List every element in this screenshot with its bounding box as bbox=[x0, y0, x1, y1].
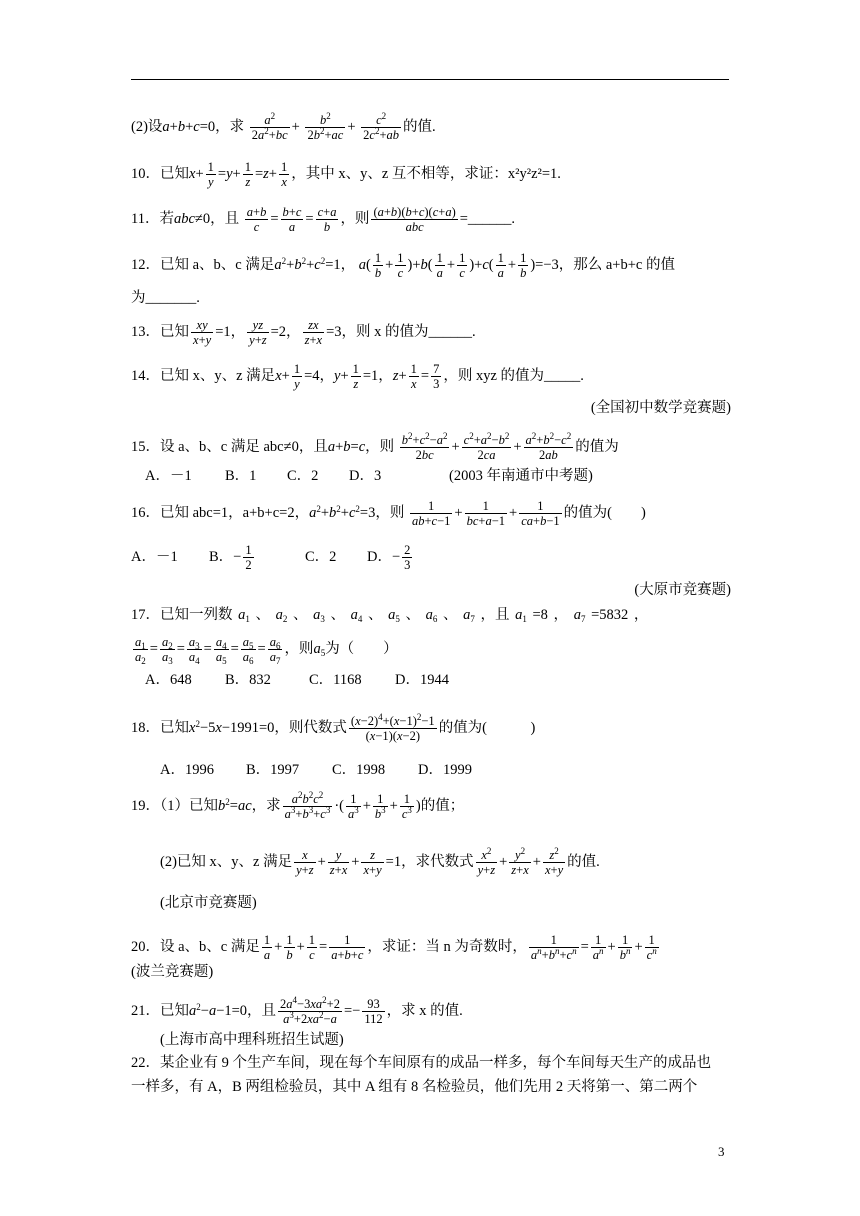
problem-11: 11．若abc≠0，且 $\frac{a+b}{c}$ = $\frac{b+c}{a}$ = $\frac{c+a}{b}$ ，则 $\frac{(a+b)(b+c)(c+a)}{\text{abc}}$ =______. bbox=[131, 205, 516, 234]
text: ，且 bbox=[210, 210, 240, 227]
text: ，则 x 的值为______. bbox=[341, 323, 476, 340]
option-c: C．1168 bbox=[309, 672, 362, 688]
text: 11．若 bbox=[131, 210, 174, 227]
problem-12: 12．已知 a、b、c 满足$a^2+b^2+c^2=1$， a( $\frac{1}{b}$ + $\frac{1}{c}$ )+b( $\frac{1}{a}$ + $\frac{1}{c}$ )+c( $\frac{1}{a}$ + $\frac{1}{b}$ )=−3，那么 a+b+c 的值 bbox=[131, 251, 675, 280]
text: (波兰竞赛题) bbox=[131, 964, 214, 980]
problem-21: 21．已知$a^2-a-1=0$，且 $\frac{2a^4-3xa^2+2}{a^3+2xa^2-a}$ =− $\frac{93}{112}$ ，求 x 的值. bbox=[131, 995, 463, 1026]
text: ，则 bbox=[375, 504, 405, 521]
text: 13．已知 bbox=[131, 323, 189, 340]
text: 一样多，有 A，B 两组检验员，其中 A 组有 8 名检验员，他们先用 2 天将第一、第二两个 bbox=[131, 1079, 698, 1095]
problem-18: 18．已知$x^2-5x-1991=0$，则代数式 $\frac{(x-2)^4+(x-1)^2-1}{(x-1)(x-2)}$ 的值为( ) bbox=[131, 712, 536, 743]
text: (大原市竞赛题) bbox=[634, 582, 731, 598]
text: ，且 bbox=[480, 607, 510, 623]
text: 20．设 a、b、c 满足 bbox=[131, 938, 260, 955]
problem-14: 14．已知 x、y、z 满足x+ $\frac{1}{y}$ =4，y+ $\frac{1}{z}$ =1，z+ $\frac{1}{x}$ = $\frac{7}{3}$ ，则 xyz 的值为_____. bbox=[131, 362, 584, 391]
problem-13: 13．已知 $\frac{xy}{x+y}$ =1， $\frac{yz}{y+z}$ =2， $\frac{zx}{z+x}$ =3，则 x 的值为______. bbox=[131, 318, 476, 347]
option-d: D．1944 bbox=[395, 672, 449, 688]
problem-15: 15．设 a、b、c 满足 abc≠0，且a+b=c，则 $\frac{b^2+c^2-a^2}{2bc}$ + $\frac{c^2+a^2-b^2}{2ca}$ + $\frac{a^2+b^2-c^2}{2ab}$ 的值为 bbox=[131, 431, 619, 462]
problem-19-source bbox=[160, 893, 760, 913]
problem-22-line1 bbox=[131, 1053, 731, 1073]
option-d: D．3 bbox=[349, 468, 382, 484]
text: =______. bbox=[459, 210, 516, 227]
option-c: C．2 bbox=[287, 468, 319, 484]
problem-16-source bbox=[131, 580, 731, 600]
text: ，求 x 的值. bbox=[386, 1002, 463, 1019]
option-c: C．1998 bbox=[332, 762, 386, 778]
text: 18．已知 bbox=[131, 719, 189, 736]
text: 19．（1）已知 bbox=[131, 797, 218, 814]
text: ，那么 a+b+c 的值 bbox=[558, 256, 675, 273]
problem-17-line2: $\frac{a_1}{a_2}$ = $\frac{a_2}{a_3}$ = $\frac{a_3}{a_4}$ = $\frac{a_4}{a_5}$ = $\frac{a_5}{a_6}$ = $\frac{a_6}{a_7}$ ，则$a_5$为（ ） bbox=[135, 635, 398, 666]
source: (2003 年南通市中考题) bbox=[449, 468, 593, 484]
text: ，则代数式 bbox=[274, 719, 347, 736]
option-c: C．2 bbox=[305, 548, 337, 565]
page-number: 3 bbox=[718, 1144, 725, 1159]
header-rule bbox=[131, 79, 729, 80]
option-b: B．832 bbox=[225, 672, 271, 688]
option-a: A．－1 bbox=[131, 548, 178, 565]
option-a: A．1996 bbox=[160, 762, 214, 778]
text: 17．已知一列数 bbox=[131, 607, 233, 623]
text: 22．某企业有 9 个生产车间，现在每个车间原有的成品一样多，每个车间每天生产的成品也 bbox=[131, 1055, 711, 1071]
text: 21．已知 bbox=[131, 1002, 189, 1019]
text: ，求 bbox=[215, 118, 245, 135]
text: 的值. bbox=[403, 118, 436, 135]
problem-12-line2 bbox=[131, 288, 731, 308]
text: 为_______. bbox=[131, 290, 200, 306]
text: ，求代数式 bbox=[401, 853, 474, 870]
text: (2)设 bbox=[131, 118, 163, 135]
text: (上海市高中理科班招生试题) bbox=[160, 1032, 344, 1048]
text: 的值； bbox=[420, 797, 465, 814]
problem-14-source bbox=[131, 398, 731, 418]
text: 的值. bbox=[567, 853, 600, 870]
option-a: A．648 bbox=[145, 672, 192, 688]
text: 14．已知 x、y、z 满足 bbox=[131, 367, 276, 384]
text: (北京市竞赛题) bbox=[160, 895, 257, 911]
text: 的值为 bbox=[575, 438, 619, 455]
problem-15-options bbox=[145, 466, 745, 486]
problem-18-options bbox=[160, 760, 760, 780]
problem-16: 16．已知 abc=1，a+b+c=2，$a^2+b^2+c^2=3$，则 $\frac{1}{ab+c-1}$ + $\frac{1}{bc+a-1}$ + $\frac{1}{ca+b-1}$ 的值为( ) bbox=[131, 499, 646, 528]
problem-22-line2 bbox=[131, 1077, 731, 1097]
text: (2)已知 x、y、z 满足 bbox=[160, 853, 293, 870]
text: 的值为( ) bbox=[563, 504, 646, 521]
problem-21-source bbox=[160, 1030, 760, 1050]
problem-19-2: (2)已知 x、y、z 满足 $\frac{x}{y+z}$ + $\frac{y}{z+x}$ + $\frac{z}{x+y}$ =1，求代数式 $\frac{x^2}{y+z}$ + $\frac{y^2}{z+x}$ + $\frac{z^2}{x+y}$ 的值. bbox=[160, 846, 600, 877]
problem-20: 20．设 a、b、c 满足 $\frac{1}{a}$ + $\frac{1}{b}$ + $\frac{1}{c}$ = $\frac{1}{a+b+c}$ ，求证：当 n 为奇数时， $\frac{1}{a^n+b^n+c^n}$ = $\frac{1}{a^n}$ + $\frac{1}{b^n}$ + $\frac{1}{c^n}$ bbox=[131, 933, 657, 962]
problem-20-source bbox=[131, 962, 731, 982]
problem-17: 17．已知一列数 $a_1$ 、 $a_2$ 、 $a_3$ 、 $a_4$ 、 $a_5$ 、 $a_6$ 、 $a_7$ ，且 $a_1 =8$ ， $a_7 =5832$ ， bbox=[131, 607, 649, 624]
option-d: D． bbox=[367, 548, 392, 565]
option-b: B．1997 bbox=[246, 762, 300, 778]
text: 为（ ） bbox=[325, 640, 398, 657]
option-b: B． bbox=[209, 548, 234, 565]
text: ，则 xyz 的值为_____. bbox=[443, 367, 584, 384]
text: 15．设 a、b、c 满足 abc≠0，且 bbox=[131, 438, 328, 455]
text: 16．已知 abc=1，a+b+c=2， bbox=[131, 504, 310, 521]
option-d: D．1999 bbox=[418, 762, 472, 778]
problem-19: 19．（1）已知$b^2=ac$，求 $\frac{a^2b^2c^2}{a^3+b^3+c^3}$ ·( $\frac{1}{a^3}$ + $\frac{1}{b^3}$ + $\frac{1}{c^3}$ )的值； bbox=[131, 790, 465, 821]
text: ，则 bbox=[284, 640, 314, 657]
text: 的值为( ) bbox=[438, 719, 536, 736]
text: ，求 bbox=[251, 797, 281, 814]
problem-9-2: (2)设a+b+c=0，求 $\frac{a^2}{2a^2+bc}$ + $\frac{b^2}{2b^2+ac}$ + $\frac{c^2}{2c^2+ab}$ 的值. bbox=[131, 111, 436, 142]
problem-10: 10．已知x+ $\frac{1}{y}$ =y+ $\frac{1}{z}$ =z+ $\frac{1}{x}$ ，其中 x、y、z 互不相等，求证：x²y²z²=1. bbox=[131, 160, 561, 189]
problem-17-options bbox=[145, 670, 745, 690]
text: (全国初中数学竞赛题) bbox=[590, 400, 731, 416]
option-b: B．1 bbox=[225, 468, 257, 484]
problem-16-options: A．－1 B．− $\frac{1}{2}$ C．2 D．− $\frac{2}{3}$ bbox=[131, 543, 411, 572]
option-a: A．－1 bbox=[145, 468, 192, 484]
text: ，则 bbox=[340, 210, 370, 227]
text: ，则 bbox=[365, 438, 395, 455]
text: 12．已知 a、b、c 满足 bbox=[131, 256, 275, 273]
text: ，且 bbox=[247, 1002, 277, 1019]
text: ，其中 x、y、z 互不相等，求证：x²y²z²=1. bbox=[291, 165, 561, 182]
text: 10．已知 bbox=[131, 165, 189, 182]
text: ，求证：当 n 为奇数时， bbox=[367, 938, 527, 955]
